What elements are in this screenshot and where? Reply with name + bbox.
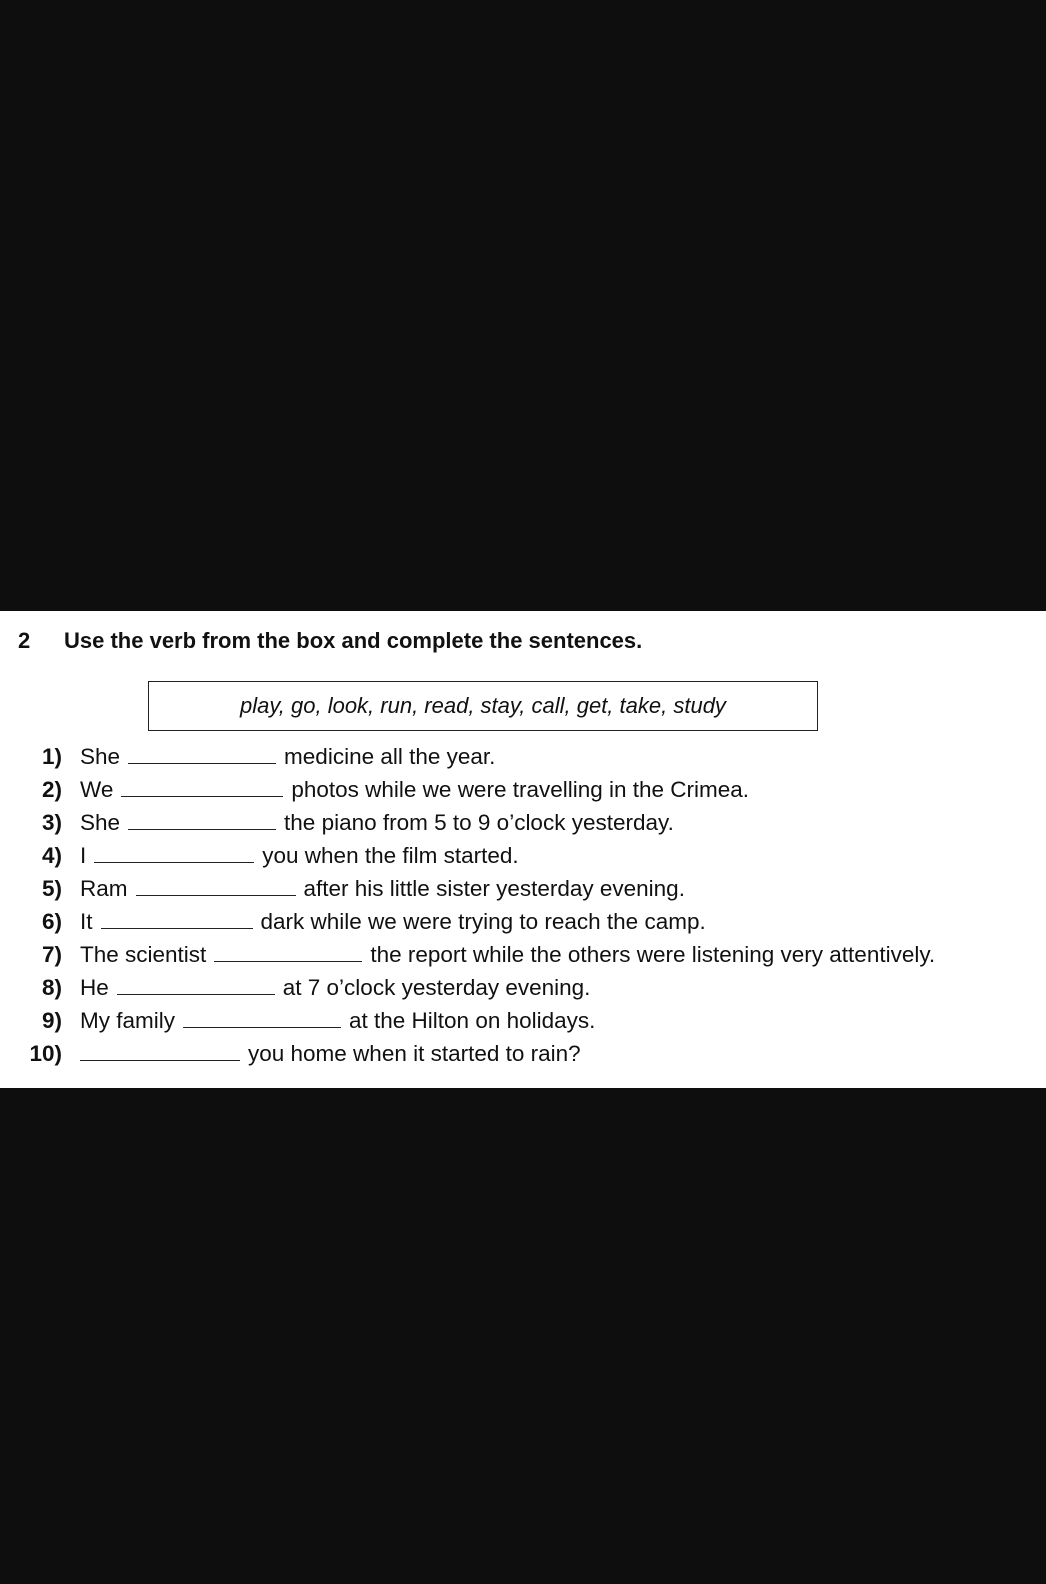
sentence-subject: Ram: [80, 876, 128, 901]
sentence-5: [0, 869, 1046, 902]
answer-blank[interactable]: [80, 1059, 240, 1061]
answer-blank[interactable]: [128, 762, 276, 764]
sentence-2: [0, 770, 1046, 803]
sentence-rest: photos while we were travelling in the Crimea.: [291, 777, 750, 802]
answer-blank[interactable]: [101, 927, 253, 929]
sentence-number: 3): [41, 810, 62, 835]
sentence-subject: I: [80, 843, 87, 868]
sentence-subject: She: [80, 810, 121, 835]
sentence-number: 9): [41, 1008, 62, 1033]
sentence-subject: It: [80, 909, 93, 934]
sentence-rest: medicine all the year.: [284, 744, 496, 769]
sentence-8: [0, 968, 1046, 1001]
sentence-rest: dark while we were trying to reach the camp.: [260, 909, 706, 934]
sentence-rest: at 7 o’clock yesterday evening.: [282, 975, 591, 1000]
sentence-subject: The scientist: [80, 942, 207, 967]
answer-blank[interactable]: [183, 1026, 341, 1028]
sentence-subject: My family: [80, 1008, 175, 1033]
sentence-rest: you home when it started to rain?: [248, 1041, 581, 1066]
answer-blank[interactable]: [136, 894, 296, 896]
verb-box: [148, 681, 818, 731]
sentence-rest: you when the film started.: [262, 843, 519, 868]
answer-blank[interactable]: [128, 828, 276, 830]
worksheet: [0, 611, 1046, 1088]
sentence-list: [0, 737, 1046, 1067]
exercise-heading: [18, 628, 642, 654]
sentence-number: 7): [41, 942, 62, 967]
sentence-7: [0, 935, 1046, 968]
answer-blank[interactable]: [121, 795, 283, 797]
answer-blank[interactable]: [214, 960, 362, 962]
sentence-1: [0, 737, 1046, 770]
answer-blank[interactable]: [117, 993, 275, 995]
sentence-subject: We: [80, 777, 114, 802]
answer-blank[interactable]: [94, 861, 254, 863]
sentence-6: [0, 902, 1046, 935]
sentence-4: [0, 836, 1046, 869]
sentence-rest: after his little sister yesterday evening.: [303, 876, 685, 901]
sentence-rest: at the Hilton on holidays.: [349, 1008, 596, 1033]
sentence-rest: the piano from 5 to 9 o’clock yesterday.: [284, 810, 674, 835]
sentence-subject: She: [80, 744, 121, 769]
exercise-number: 2: [18, 628, 31, 653]
sentence-number: 1): [41, 744, 62, 769]
sentence-number: 2): [41, 777, 62, 802]
sentence-number: 10): [29, 1041, 62, 1066]
sentence-number: 6): [41, 909, 62, 934]
sentence-9: [0, 1001, 1046, 1034]
sentence-10: [0, 1034, 1046, 1067]
verb-list: play, go, look, run, read, stay, call, get, take, study: [240, 693, 726, 718]
sentence-number: 8): [41, 975, 62, 1000]
sentence-subject: He: [80, 975, 109, 1000]
sentence-number: 4): [41, 843, 62, 868]
sentence-3: [0, 803, 1046, 836]
sentence-rest: the report while the others were listening very attentively.: [370, 942, 936, 967]
sentence-number: 5): [41, 876, 62, 901]
exercise-instruction: Use the verb from the box and complete the sentences.: [64, 628, 643, 653]
